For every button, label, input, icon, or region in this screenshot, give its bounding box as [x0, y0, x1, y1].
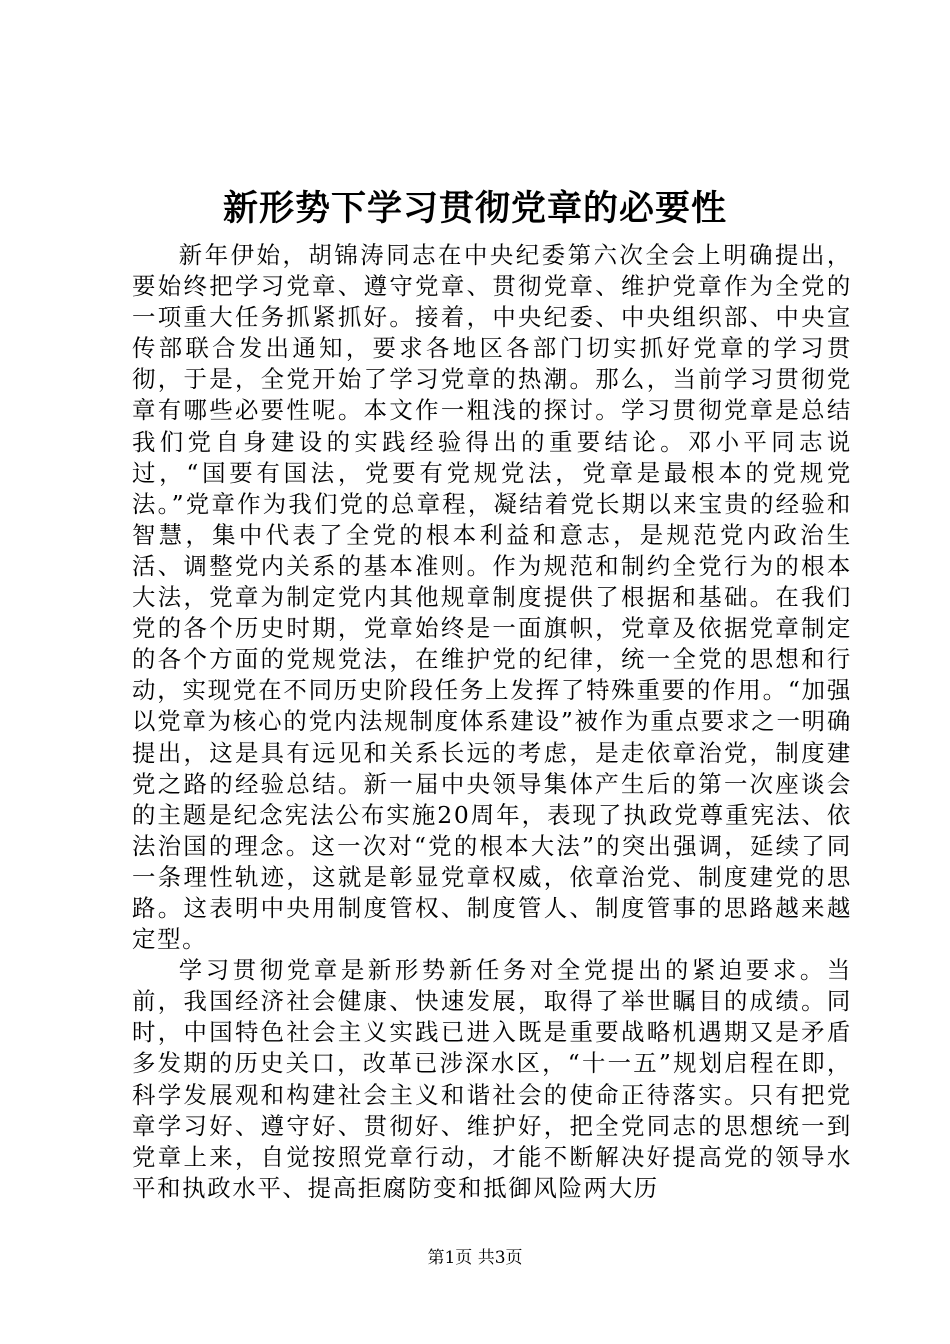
- paragraph-1: 新年伊始，胡锦涛同志在中央纪委第六次全会上明确提出，要始终把学习党章、遵守党章、贯彻党章、维护党章作为全党的一项重大任务抓紧抓好。接着，中央纪委、中央组织部、中央宣传部联合发出通知，要求各地区各部门切实抓好党章的学习贯彻，于是，全党开始了学习党章的热潮。那么，当前学习贯彻党章有哪些必要性呢。本文作一粗浅的探讨。学习贯彻党章是总结我们党自身建设的实践经验得出的重要结论。邓小平同志说过，“国要有国法，党要有党规党法，党章是最根本的党规党法。”党章作为我们党的总章程，凝结着党长期以来宝贵的经验和智慧，集中代表了全党的根本利益和意志，是规范党内政治生活、调整党内关系的基本准则。作为规范和制约全党行为的根本大法，党章为制定党内其他规章制度提供了根据和基础。在我们党的各个历史时期，党章始终是一面旗帜，党章及依据党章制定的各个方面的党规党法，在维护党的纪律，统一全党的思想和行动，实现党在不同历史阶段任务上发挥了特殊重要的作用。“加强以党章为核心的党内法规制度体系建设”被作为重点要求之一明确提出，这是具有远见和关系长远的考虑，是走依章治党，制度建党之路的经验总结。新一届中央领导集体产生后的第一次座谈会的主题是纪念宪法公布实施20周年，表现了执政党尊重宪法、依法治国的理念。这一次对“党的根本大法”的突出强调，延续了同一条理性轨迹，这就是彰显党章权威，依章治党、制度建党的思路。这表明中央用制度管权、制度管人、制度管事的思路越来越定型。: [132, 241, 852, 954]
- page-number-footer: 第1页 共3页: [427, 1248, 523, 1268]
- document-title: 新形势下学习贯彻党章的必要性: [222, 188, 727, 229]
- document-body: [132, 240, 852, 1204]
- paragraph-2: 学习贯彻党章是新形势新任务对全党提出的紧迫要求。当前，我国经济社会健康、快速发展，取得了举世瞩目的成绩。同时，中国特色社会主义实践已进入既是重要战略机遇期又是矛盾多发期的历史关口，改革已涉深水区，“十一五”规划启程在即，科学发展观和构建社会主义和谐社会的使命正待落实。只有把党章学习好、遵守好、贯彻好、维护好，把全党同志的思想统一到党章上来，自觉按照党章行动，才能不断解决好提高党的领导水平和执政水平、提高拒腐防变和抵御风险两大历: [132, 956, 852, 1202]
